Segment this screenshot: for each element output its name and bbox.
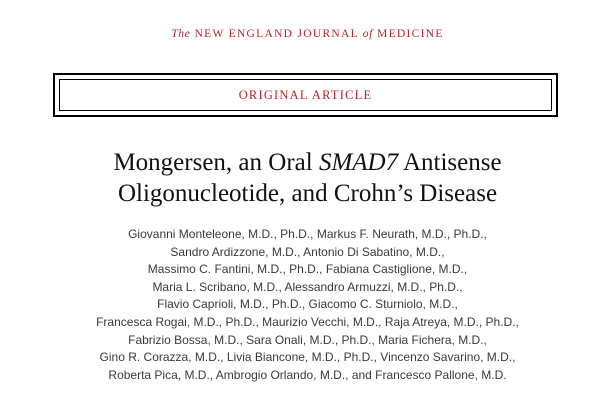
journal-header-name: NEW ENGLAND JOURNAL — [194, 28, 359, 40]
article-type-box-inner — [59, 79, 552, 111]
author-line: Massimo C. Fantini, M.D., Ph.D., Fabiana Castiglione, M.D., — [147, 262, 468, 277]
title-gene-name: SMAD7 — [318, 149, 399, 176]
author-line: Maria L. Scribano, M.D., Alessandro Armuzzi, M.D., Ph.D., — [152, 279, 463, 294]
author-line: Flavio Caprioli, M.D., Ph.D., Giacomo C. Sturniolo, M.D., — [157, 297, 458, 312]
author-line: Giovanni Monteleone, M.D., Ph.D., Markus F. Neurath, M.D., Ph.D., — [128, 227, 487, 241]
article-type-label: ORIGINAL ARTICLE — [238, 87, 373, 102]
author-line: Fabrizio Bossa, M.D., Sara Onali, M.D., Ph.D., Maria Fichera, M.D., — [128, 332, 487, 347]
journal-header-of: of — [362, 28, 373, 40]
author-line: Sandro Ardizzone, M.D., Antonio Di Sabatino, M.D., — [170, 244, 445, 259]
title-line1-suffix: Antisense — [398, 149, 502, 176]
article-type-box — [53, 73, 558, 117]
author-list — [0, 226, 615, 384]
article-title-line-1 — [0, 147, 615, 178]
title-line1-prefix: Mongersen, an Oral — [113, 149, 319, 176]
article-title-line-2: Oligonucleotide, and Crohn’s Disease — [117, 180, 498, 207]
author-line: Roberta Pica, M.D., Ambrogio Orlando, M.D., and Francesco Pallone, M.D. — [108, 367, 507, 382]
journal-header-the: The — [171, 28, 191, 40]
article-title — [0, 147, 615, 209]
journal-header-medicine: MEDICINE — [377, 28, 444, 40]
journal-header — [0, 28, 615, 40]
author-line: Gino R. Corazza, M.D., Livia Biancone, M.D., Ph.D., Vincenzo Savarino, M.D., — [99, 350, 516, 365]
author-line: Francesca Rogai, M.D., Ph.D., Maurizio Vecchi, M.D., Raja Atreya, M.D., Ph.D., — [96, 314, 519, 329]
